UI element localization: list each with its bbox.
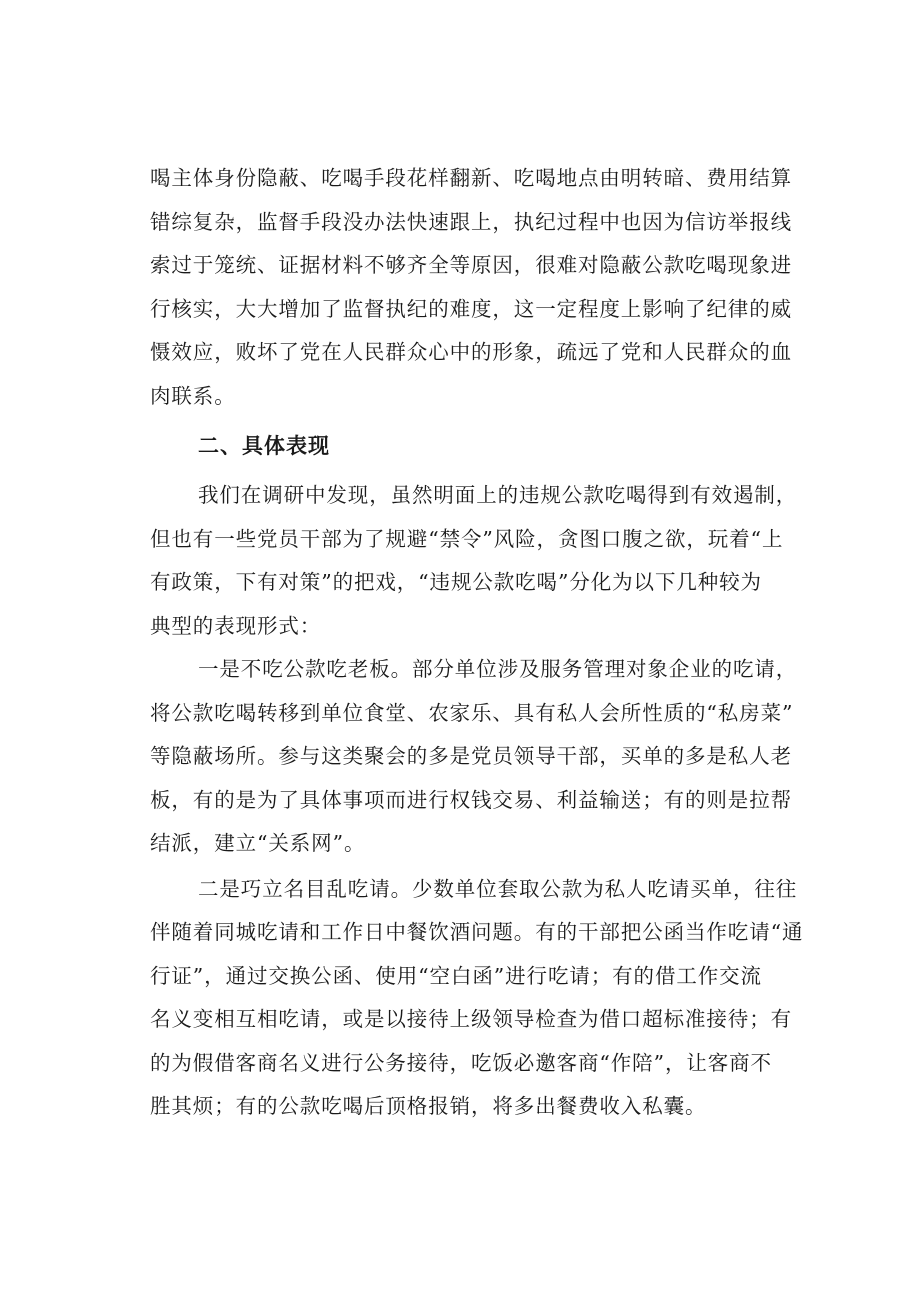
- paragraph-point-one: [150, 648, 810, 866]
- text-line: 行证”，通过交换公函、使用“空白函”进行吃请；有的借工作交流: [150, 963, 762, 988]
- paragraph-findings: [150, 474, 810, 648]
- text-line: 行核实，大大增加了监督执纪的难度，这一定程度上影响了纪律的威: [150, 296, 792, 321]
- paragraph-point-two: [150, 868, 810, 1129]
- document-page: [150, 157, 810, 1129]
- text-line: 喝主体身份隐蔽、吃喝手段花样翻新、吃喝地点由明转暗、费用结算: [150, 166, 792, 190]
- section-heading: 二、具体表现: [198, 434, 330, 458]
- text-line: 一是不吃公款吃老板。部分单位涉及服务管理对象企业的吃请，: [198, 657, 798, 681]
- text-line: 等隐蔽场所。参与这类聚会的多是党员领导干部，买单的多是私人老: [150, 744, 792, 768]
- text-line: 结派，建立“关系网”。: [150, 831, 366, 855]
- text-line: 有政策，下有对策”的把戏，“违规公款吃喝”分化为以下几种较为: [150, 570, 762, 594]
- text-line: 典型的表现形式：: [150, 613, 322, 638]
- text-line: 名义变相互相吃请，或是以接待上级领导检查为借口超标准接待；有: [150, 1007, 792, 1031]
- text-line: 将公款吃喝转移到单位食堂、农家乐、具有私人会所性质的“私房菜”: [150, 700, 794, 725]
- text-line: 的为假借客商名义进行公务接待，吃饭必邀客商“作陪”，让客商不: [150, 1050, 772, 1075]
- paragraph-continuation: [150, 157, 810, 418]
- text-line: 但也有一些党员干部为了规避“禁令”风险，贪图口腹之欲，玩着“上: [150, 526, 784, 551]
- text-line: 二是巧立名目乱吃请。少数单位套取公款为私人吃请买单，往往: [198, 876, 798, 901]
- text-line: 胜其烦；有的公款吃喝后顶格报销，将多出餐费收入私囊。: [150, 1094, 707, 1118]
- text-line: 我们在调研中发现，虽然明面上的违规公款吃喝得到有效遏制，: [198, 483, 798, 507]
- text-line: 伴随着同城吃请和工作日中餐饮酒问题。有的干部把公函当作吃请“通: [150, 920, 804, 944]
- text-line: 错综复杂，监督手段没办法快速跟上，执纪过程中也因为信访举报线: [150, 209, 792, 234]
- text-line: 板，有的是为了具体事项而进行权钱交易、利益输送；有的则是拉帮: [150, 787, 792, 812]
- text-line: 肉联系。: [150, 383, 236, 408]
- text-line: 慑效应，败坏了党在人民群众心中的形象，疏远了党和人民群众的血: [150, 340, 792, 364]
- text-line: 索过于笼统、证据材料不够齐全等原因，很难对隐蔽公款吃喝现象进: [150, 253, 792, 277]
